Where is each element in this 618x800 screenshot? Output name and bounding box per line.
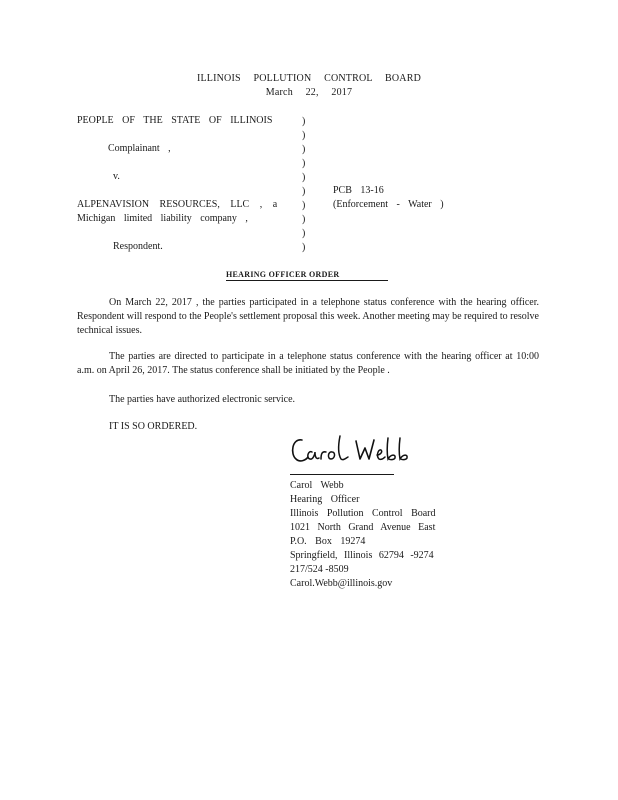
signer-city-state-zip: Springfield, Illinois 62794 -9274 bbox=[290, 550, 434, 561]
complainant-party: PEOPLE OF THE STATE OF ILLINOIS bbox=[77, 115, 273, 126]
order-paragraph-2: The parties are directed to participate in a telephone status conference with the hearing officer at 10:00 a.m. on April 26, 2017. The status conference shall be initiated by the People . bbox=[77, 351, 539, 376]
signer-street-address: 1021 North Grand Avenue East bbox=[290, 522, 436, 533]
caption-paren: ) bbox=[302, 200, 306, 211]
case-number: PCB 13-16 bbox=[333, 185, 384, 196]
order-date: March 22, 2017 bbox=[265, 87, 353, 98]
caption-paren: ) bbox=[302, 242, 306, 253]
caption-paren-column bbox=[302, 115, 312, 255]
agency-name: ILLINOIS POLLUTION CONTROL BOARD bbox=[196, 73, 422, 84]
caption-paren: ) bbox=[302, 158, 306, 169]
respondent-party-line1: ALPENAVISION RESOURCES, LLC , a bbox=[77, 199, 278, 210]
versus-label: v. bbox=[113, 171, 120, 182]
caption-paren: ) bbox=[302, 144, 306, 155]
signature-line bbox=[290, 474, 394, 475]
case-type: (Enforcement - Water ) bbox=[333, 199, 444, 210]
caption-paren: ) bbox=[302, 186, 306, 197]
signature-block bbox=[290, 479, 436, 591]
caption-paren: ) bbox=[302, 130, 306, 141]
caption-paren: ) bbox=[302, 116, 306, 127]
handwritten-signature bbox=[288, 432, 418, 470]
respondent-party-line2: Michigan limited liability company , bbox=[77, 213, 248, 224]
order-paragraph-3: The parties have authorized electronic service. bbox=[109, 394, 296, 405]
order-title: HEARING OFFICER ORDER bbox=[226, 270, 388, 281]
complainant-label: Complainant , bbox=[108, 143, 171, 154]
signer-name: Carol Webb bbox=[290, 480, 344, 491]
caption-paren: ) bbox=[302, 172, 306, 183]
respondent-label: Respondent. bbox=[113, 241, 163, 252]
order-paragraph-1: On March 22, 2017 , the parties participated in a telephone status conference with the hearing officer. Respondent will respond to the People's settlement proposal this week. Another meeting may be required to resolve technical issues. bbox=[77, 297, 539, 336]
signer-title: Hearing Officer bbox=[290, 494, 360, 505]
signer-email[interactable]: Carol.Webb@illinois.gov bbox=[290, 578, 393, 589]
signer-phone: 217/524 -8509 bbox=[290, 564, 349, 575]
caption-paren: ) bbox=[302, 228, 306, 239]
signer-po-box: P.O. Box 19274 bbox=[290, 536, 366, 547]
signer-organization: Illinois Pollution Control Board bbox=[290, 508, 436, 519]
caption-paren: ) bbox=[302, 214, 306, 225]
closing-statement: IT IS SO ORDERED. bbox=[109, 421, 198, 432]
